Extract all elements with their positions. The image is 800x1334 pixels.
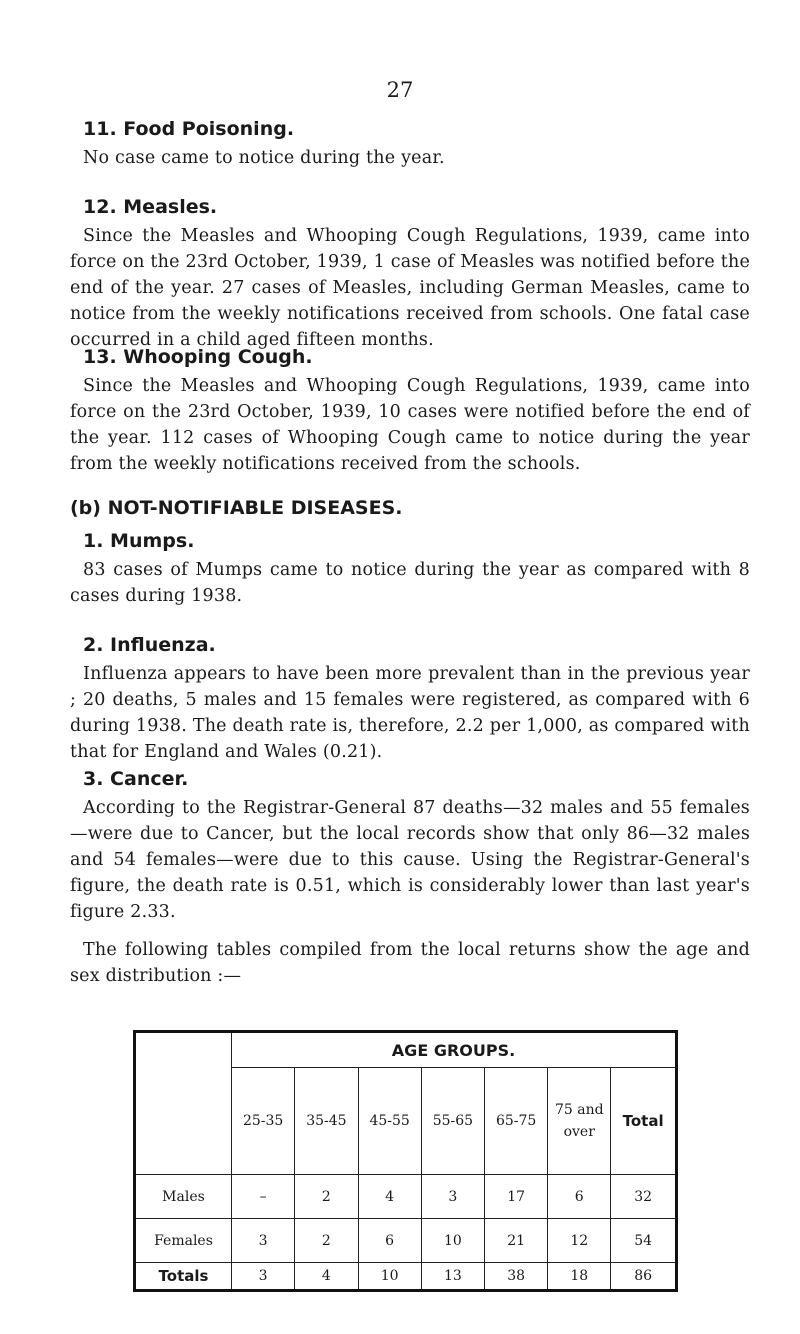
table-cell: 38 — [485, 1263, 548, 1291]
section-food-poisoning — [70, 118, 750, 171]
table-cell: 3 — [232, 1219, 295, 1263]
col-header: 35-45 — [295, 1068, 358, 1175]
heading-measles: 12. Measles. — [83, 196, 218, 218]
age-sex-table — [133, 1030, 678, 1292]
col-header: 45-55 — [358, 1068, 421, 1175]
table-row — [135, 1175, 677, 1219]
text-whooping-cough: Since the Measles and Whooping Cough Regulations, 1939, came into force on the 23rd October, 1939, 10 cases were notified before the end of the year. 112 cases of Whooping Cough came to notice during the year from the weekly notifications received from the schools. — [70, 376, 750, 474]
table-cell: 6 — [548, 1175, 611, 1219]
col-header: 55-65 — [421, 1068, 484, 1175]
section-measles — [70, 196, 750, 353]
heading-mumps: 1. Mumps. — [83, 530, 195, 552]
table-cell: 13 — [421, 1263, 484, 1291]
table-cell: 6 — [358, 1219, 421, 1263]
text-mumps: 83 cases of Mumps came to notice during the year as compared with 8 cases during 1938. — [70, 560, 750, 606]
table-cell: 12 — [548, 1219, 611, 1263]
text-cancer: According to the Registrar-General 87 deaths—32 males and 55 females—were due to Cancer, but the local records show that only 86—32 males and 54 females—were due to this cause. Using the Registrar-General's figure, the death rate is 0.51, which is considerably lower than last year's figure 2.33. — [70, 798, 750, 922]
col-header: 65-75 — [485, 1068, 548, 1175]
heading-food-poisoning: 11. Food Poisoning. — [83, 118, 295, 140]
section-cancer — [70, 768, 750, 989]
table-cell: 21 — [485, 1219, 548, 1263]
table-row-totals — [135, 1263, 677, 1291]
col-header: 25-35 — [232, 1068, 295, 1175]
row-label: Females — [135, 1219, 232, 1263]
section-influenza — [70, 634, 750, 765]
table-cell: 10 — [421, 1219, 484, 1263]
table-cell: 18 — [548, 1263, 611, 1291]
table-cell: 3 — [421, 1175, 484, 1219]
heading-cancer: 3. Cancer. — [83, 768, 189, 790]
table-cell: 3 — [232, 1263, 295, 1291]
table-row — [135, 1219, 677, 1263]
row-label: Totals — [135, 1263, 232, 1291]
table-cell: – — [232, 1175, 295, 1219]
total-header: Total — [611, 1068, 677, 1175]
text-food-poisoning: No case came to notice during the year. — [83, 148, 445, 168]
table-cell: 2 — [295, 1219, 358, 1263]
table-cell: 17 — [485, 1175, 548, 1219]
table-cell: 2 — [295, 1175, 358, 1219]
table-cell: 4 — [295, 1263, 358, 1291]
table-cell-total: 54 — [611, 1219, 677, 1263]
row-label: Males — [135, 1175, 232, 1219]
heading-non-notifiable: (b) NOT-NOTIFIABLE DISEASES. — [70, 497, 403, 519]
page-number: 27 — [386, 78, 414, 102]
age-groups-header: AGE GROUPS. — [232, 1032, 677, 1068]
text-influenza: Influenza appears to have been more prevalent than in the previous year ; 20 deaths, 5 males and 15 females were registered, as compared with 6 during 1938. The death rate is, therefore, 2.2 per 1,000, as compared with that for England and Wales (0.21). — [70, 664, 750, 762]
table-corner — [135, 1032, 232, 1175]
section-non-notifiable — [70, 497, 750, 524]
text-cancer-table-intro: The following tables compiled from the local returns show the age and sex distribution :— — [70, 940, 750, 986]
section-mumps — [70, 530, 750, 609]
heading-influenza: 2. Influenza. — [83, 634, 216, 656]
table-cell: 10 — [358, 1263, 421, 1291]
col-header: 75 and over — [548, 1068, 611, 1175]
table-cell-total: 32 — [611, 1175, 677, 1219]
table-cell-total: 86 — [611, 1263, 677, 1291]
table-cell: 4 — [358, 1175, 421, 1219]
section-whooping-cough — [70, 346, 750, 477]
heading-whooping-cough: 13. Whooping Cough. — [83, 346, 313, 368]
text-measles: Since the Measles and Whooping Cough Regulations, 1939, came into force on the 23rd October, 1939, 1 case of Measles was notified before the end of the year. 27 cases of Measles, including German Measles, came to notice from the weekly notifications received from schools. One fatal case occurred in a child aged fifteen months. — [70, 226, 750, 350]
